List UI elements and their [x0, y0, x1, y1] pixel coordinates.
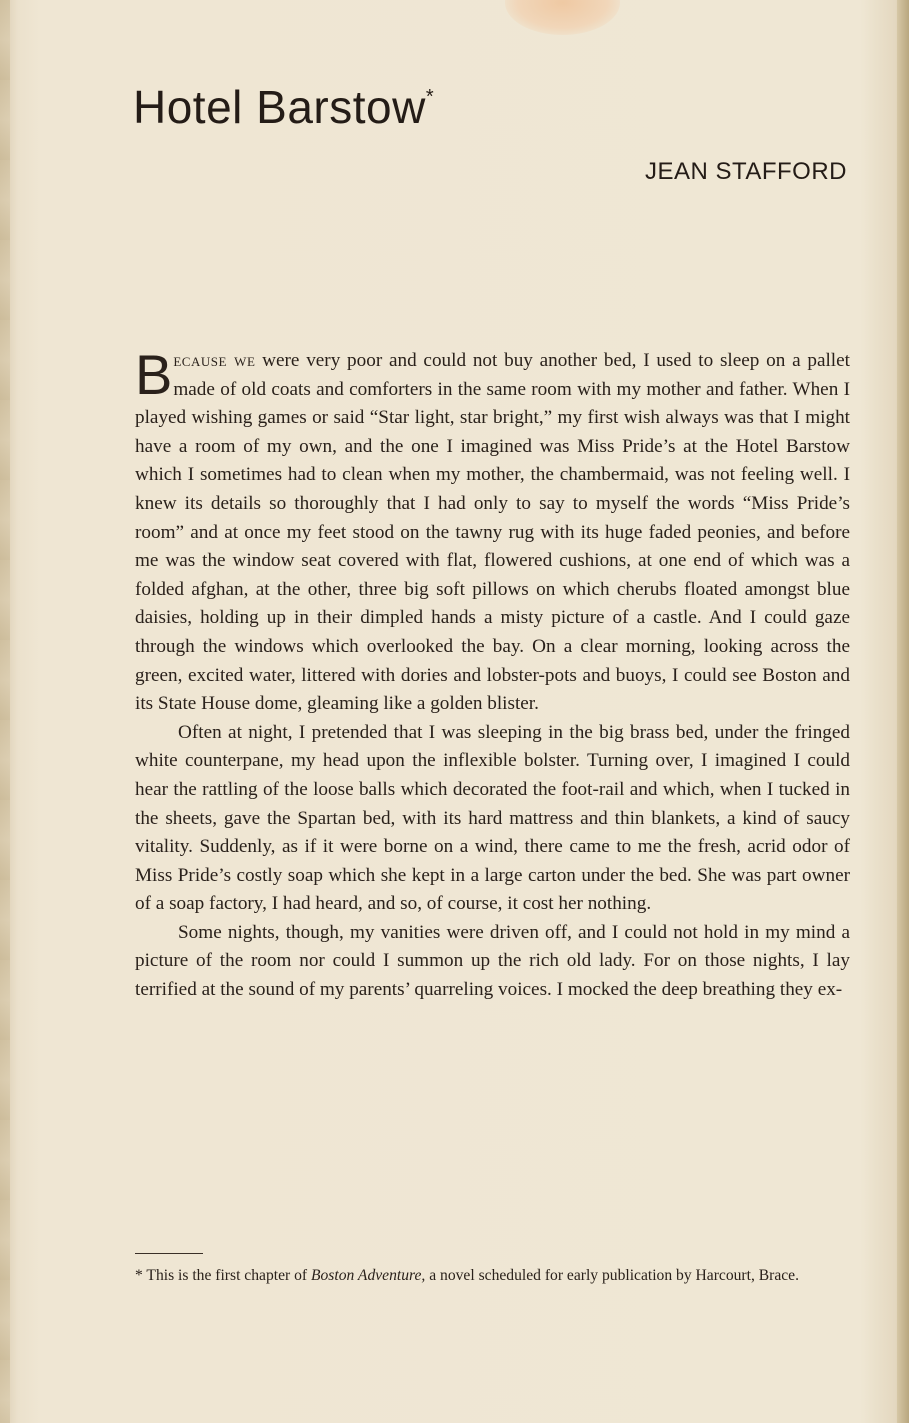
page-right-edge [897, 0, 909, 1423]
paragraph-3: Some nights, though, my vanities were driven off, and I could not hold in my mind a picture of the room nor could I summon up the rich old lady. For on those nights, I lay terrified at the sound of my parents’ quarreling voices. I mocked the deep breathing they ex- [135, 921, 850, 1001]
footnote [135, 1264, 855, 1287]
paper-stain [505, 0, 620, 35]
paragraph-1-text: were very poor and could not buy another bed, I used to sleep on a pallet made of old coats and comforters in the same room with my mother and father. When I played wishing games or said “Star light, star bright,” my first wish always was that I might have a room of my own, and the one I imagined was Miss Pride’s at the Hotel Barstow which I sometimes had to clean when my mother, the chambermaid, was not feeling well. I knew its details so thoroughly that I had only to say to myself the words “Miss Pride’s room” and at once my feet stood on the tawny rug with its huge faded peonies, and before me was the window seat covered with flat, flowered cushions, at one end of which was a folded afghan, at the other, three big soft pillows on which cherubs floated amongst blue daisies, holding up in their dimpled hands a misty picture of a castle. And I could gaze through the windows which overlooked the bay. On a clear morning, looking across the green, excited water, littered with dories and lobster-pots and buoys, I could see Boston and its State House dome, gleaming like a golden blister. [135, 350, 850, 715]
footnote-divider [135, 1253, 203, 1254]
article-title [133, 80, 434, 134]
footnote-book-title: Boston Adventure, [310, 1267, 426, 1284]
article-author: JEAN STAFFORD [644, 158, 847, 185]
title-footnote-mark: * [425, 85, 435, 108]
small-caps-lead: ecause we [173, 350, 256, 371]
footnote-text-before: This is the first chapter of [142, 1267, 311, 1284]
footnote-mark: * [135, 1267, 143, 1284]
article-title-text: Hotel Barstow [133, 81, 426, 133]
paragraph-1 [135, 343, 850, 719]
page-binding-edge [0, 0, 10, 1423]
article-body [135, 343, 850, 1005]
drop-cap: B [135, 343, 173, 406]
paragraph-2: Often at night, I pretended that I was sleeping in the big brass bed, under the fringed white counterpane, my head upon the inflexible bolster. Turning over, I imagined I could hear the rattling of the loose balls which decorated the foot-rail and which, when I tucked in the sheets, gave the Spartan bed, with its hard mattress and thin blankets, a kind of saucy vitality. Suddenly, as if it were borne on a wind, there came to me the fresh, acrid odor of Miss Pride’s costly soap which she kept in a large carton under the bed. She was part owner of a soap factory, I had heard, and so, of course, it cost her nothing. [135, 721, 850, 915]
footnote-text-after: a novel scheduled for early publication by Harcourt, Brace. [425, 1267, 799, 1284]
